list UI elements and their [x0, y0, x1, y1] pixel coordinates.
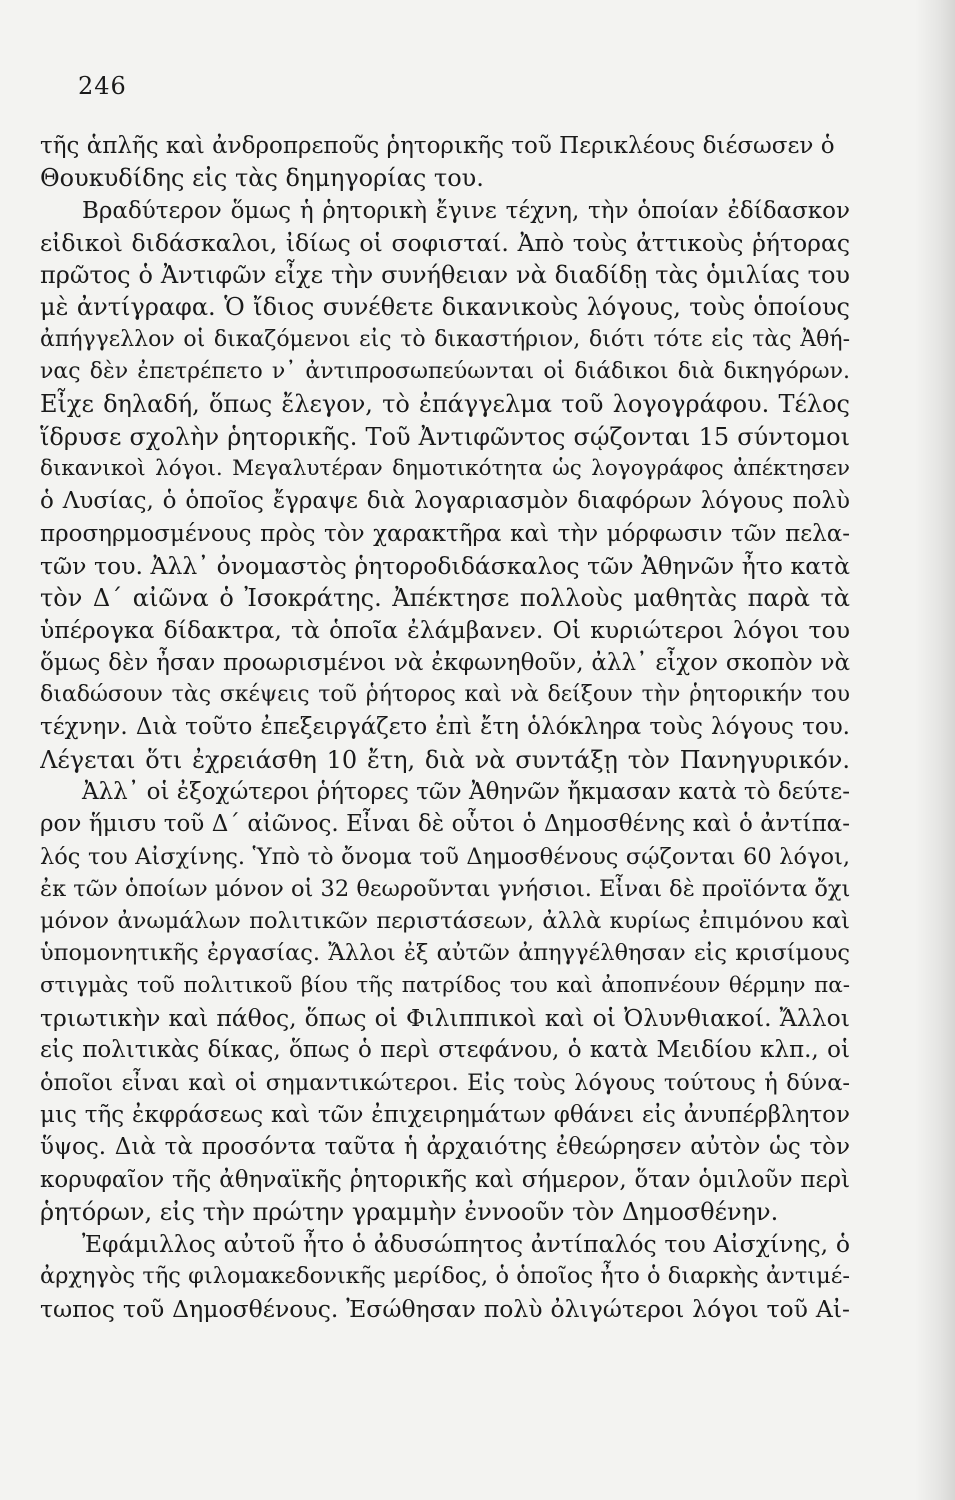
text-line: ὑπέρογκα δίδακτρα, τὰ ὁποῖα ἐλάμβανεν. Οἱ κυριώτεροι λόγοι του [40, 616, 850, 645]
text-line: Θουκυδίδης εἰς τὰς δημηγορίας του. [40, 164, 484, 193]
text-line: Λέγεται ὅτι ἐχρειάσθη 10 ἔτη, διὰ νὰ συντάξῃ τὸν Πανηγυρικόν. [40, 745, 850, 774]
text-line: ῥητόρων, εἰς τὴν πρώτην γραμμὴν ἐννοοῦν τὸν Δημοσθένην. [40, 1197, 779, 1226]
text-line: Ἀλλ᾽ οἱ ἐξοχώτεροι ῥήτορες τῶν Ἀθηνῶν ἤκμασαν κατὰ τὸ δεύτε- [82, 778, 850, 805]
text-line: ὕψος. Διὰ τὰ προσόντα ταῦτα ἡ ἀρχαιότης ἐθεώρησεν αὐτὸν ὡς τὸν [40, 1134, 850, 1161]
text-line: ἐκ τῶν ὁποίων μόνον οἱ 32 θεωροῦνται γνήσιοι. Εἶναι δὲ προϊόντα ὄχι [40, 875, 850, 902]
text-line: ὁποῖοι εἶναι καὶ οἱ σημαντικώτεροι. Εἰς τοὺς λόγους τούτους ἡ δύνα- [40, 1069, 850, 1096]
text-line: ρον ἥμισυ τοῦ Δ´ αἰῶνος. Εἶναι δὲ οὗτοι ὁ Δημοσθένης καὶ ὁ ἀντίπα- [40, 811, 850, 838]
body-text [40, 130, 850, 1325]
text-line: κορυφαῖον τῆς ἀθηναϊκῆς ῥητορικῆς καὶ σήμερον, ὅταν ὁμιλοῦν περὶ [40, 1166, 850, 1193]
text-line: ἵδρυσε σχολὴν ῥητορικῆς. Τοῦ Ἀντιφῶντος σῴζονται 15 σύντομοι [40, 422, 850, 451]
text-line: ὁ Λυσίας, ὁ ὁποῖος ἔγραψε διὰ λογαριασμὸν διαφόρων λόγους πολὺ [40, 488, 850, 515]
text-line: τριωτικὴν καὶ πάθος, ὅπως οἱ Φιλιππικοὶ καὶ οἱ Ὀλυνθιακοί. Ἄλλοι [40, 1004, 850, 1033]
text-line: ὅμως δὲν ἦσαν προωρισμένοι νὰ ἐκφωνηθοῦν, ἀλλ᾽ εἶχον σκοπὸν νὰ [40, 649, 850, 676]
text-line: εἰδικοὶ διδάσκαλοι, ἰδίως οἱ σοφισταί. Ἀπὸ τοὺς ἀττικοὺς ῥήτορας [40, 228, 850, 257]
text-line: ὑπομονητικῆς ἐργασίας. Ἄλλοι ἐξ αὐτῶν ἀπηγγέλθησαν εἰς κρισίμους [40, 940, 850, 967]
text-line: τῶν του. Ἀλλ᾽ ὀνομαστὸς ῥητοροδιδάσκαλος τῶν Ἀθηνῶν ἦτο κατὰ [40, 551, 850, 580]
text-line: μόνον ἀνωμάλων πολιτικῶν περιστάσεων, ἀλλὰ κυρίως ἐπιμόνου καὶ [40, 908, 850, 935]
text-line: Βραδύτερον ὅμως ἡ ῥητορικὴ ἔγινε τέχνη, τὴν ὁποίαν ἐδίδασκον [82, 197, 850, 224]
page-number: 246 [78, 72, 127, 100]
text-line: ἀρχηγὸς τῆς φιλομακεδονικῆς μερίδος, ὁ ὁποῖος ἦτο ὁ διαρκὴς ἀντιμέ- [40, 1263, 850, 1290]
text-line: τῆς ἁπλῆς καὶ ἀνδροπρεποῦς ῥητορικῆς τοῦ Περικλέους διέσωσεν ὁ [40, 133, 835, 159]
text-line: διαδώσουν τὰς σκέψεις τοῦ ῥήτορος καὶ νὰ δείξουν τὴν ῥητορικήν του [40, 682, 850, 708]
text-line: προσηρμοσμένους πρὸς τὸν χαρακτῆρα καὶ τὴν μόρφωσιν τῶν πελα- [40, 520, 850, 547]
text-line: μὲ ἀντίγραφα. Ὁ ἴδιος συνέθετε δικανικοὺς λόγους, τοὺς ὁποίους [40, 293, 850, 322]
text-line: μις τῆς ἐκφράσεως καὶ τῶν ἐπιχειρημάτων φθάνει εἰς ἀνυπέρβλητον [40, 1101, 850, 1128]
text-line: τωπος τοῦ Δημοσθένους. Ἐσώθησαν πολὺ ὀλιγώτεροι λόγοι τοῦ Αἰ- [40, 1294, 850, 1323]
page-edge-shadow [915, 0, 955, 1500]
text-line: στιγμὰς τοῦ πολιτικοῦ βίου τῆς πατρίδος του καὶ ἀποπνέουν θέρμην πα- [40, 972, 850, 998]
text-line: δικανικοὶ λόγοι. Μεγαλυτέραν δημοτικότητα ὡς λογογράφος ἀπέκτησεν [40, 455, 850, 481]
text-line: τὸν Δ´ αἰῶνα ὁ Ἰσοκράτης. Ἀπέκτησε πολλοὺς μαθητὰς παρὰ τὰ [40, 584, 850, 613]
text-line: Ἐφάμιλλος αὐτοῦ ἦτο ὁ ἀδυσώπητος ἀντίπαλός του Αἰσχίνης, ὁ [82, 1230, 850, 1259]
text-line: νας δὲν ἐπετρέπετο ν᾽ ἀντιπροσωπεύωνται οἱ διάδικοι διὰ δικηγόρων. [40, 359, 850, 385]
text-line: εἰς πολιτικὰς δίκας, ὅπως ὁ περὶ στεφάνου, ὁ κατὰ Μειδίου κλπ., οἱ [40, 1037, 850, 1064]
text-line: λός του Αἰσχίνης. Ὑπὸ τὸ ὄνομα τοῦ Δημοσθένους σῴζονται 60 λόγοι, [40, 843, 850, 870]
text-line: τέχνην. Διὰ τοῦτο ἐπεξειργάζετο ἐπὶ ἔτη ὁλόκληρα τοὺς λόγους του. [40, 714, 850, 741]
text-line: ἀπήγγελλον οἱ δικαζόμενοι εἰς τὸ δικαστήριον, διότι τότε εἰς τὰς Ἀθή- [40, 326, 850, 352]
text-line: πρῶτος ὁ Ἀντιφῶν εἶχε τὴν συνήθειαν νὰ διαδίδῃ τὰς ὁμιλίας του [40, 261, 850, 290]
text-line: Εἶχε δηλαδή, ὅπως ἔλεγον, τὸ ἐπάγγελμα τοῦ λογογράφου. Τέλος [40, 390, 850, 419]
